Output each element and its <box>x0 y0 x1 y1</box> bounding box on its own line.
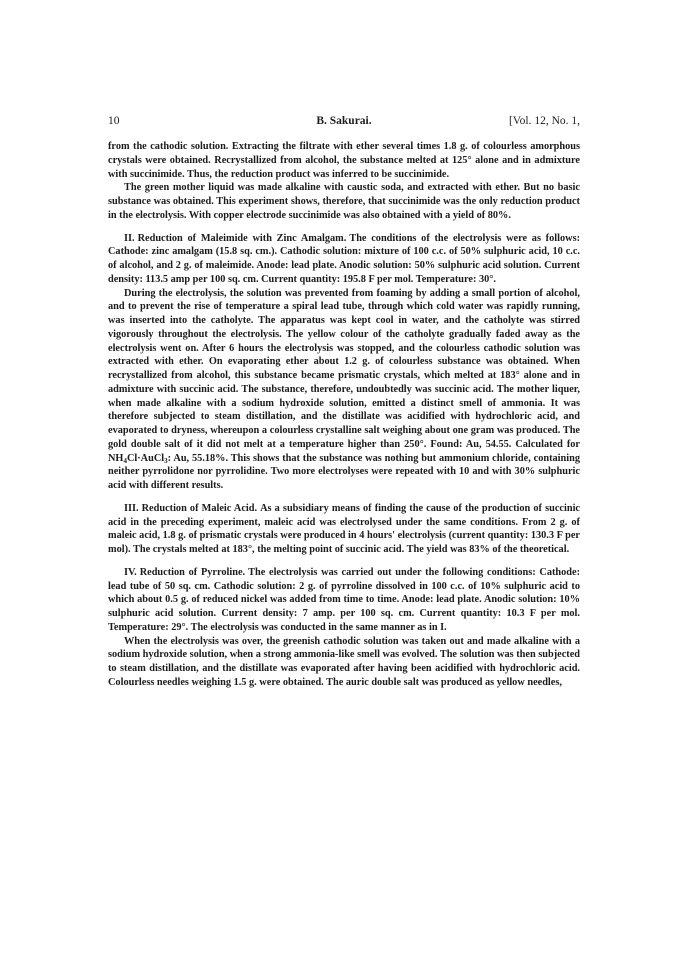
page-number: 10 <box>108 115 120 127</box>
article-body <box>108 140 580 690</box>
section-maleimide <box>108 232 580 287</box>
formula-subscript: 4 <box>123 456 127 465</box>
running-author: B. Sakurai. <box>316 115 372 127</box>
section-number: II. <box>124 232 135 244</box>
procedure-text-end: : Au, 55.18%. This shows that the substance was nothing but ammonium chloride, containing neither pyrrolidone nor pyrrolidine. Two more electrolyses were repeated with 10 and with 30% sulphuric acid with different results. <box>108 452 580 491</box>
section-maleic-acid <box>108 502 580 557</box>
section-title: Reduction of Maleic Acid. <box>141 502 258 514</box>
paragraph-pyrroline-result: When the electrolysis was over, the greenish cathodic solution was taken out and made alkaline with a sodium hydroxide solution, when a strong ammonia-like smell was evolved. The solution was then subjected to steam distillation, and the distillate was evaporated after having been acidified with hydrochloric acid. Colourless needles weighing 1.5 g. were obtained. The auric double salt was produced as yellow needles, <box>108 635 580 688</box>
section-title: Reduction of Maleimide with Zinc Amalgam. <box>137 232 347 244</box>
section-title: Reduction of Pyrroline. <box>139 566 246 578</box>
paragraph-green-mother-liquid: The green mother liquid was made alkaline with caustic soda, and extracted with ether. But no basic substance was obtained. This experiment shows, therefore, that succinimide was the only reduction product in the electrolysis. With copper electrode succinimide was also obtained with a yield of 80%. <box>108 182 580 221</box>
paragraph-electrolysis-procedure <box>108 287 580 493</box>
section-text: As a subsidiary means of finding the cause of the production of succinic acid in the preceding experiment, maleic acid was electrolysed under the same conditions. From 2 g. of maleic acid, 1.8 g. of prismatic crystals were produced in 4 hours' electrolysis (current quantity: 130.3 F per mol). The crystals melted at 183°, the melting point of succinic acid. The yield was 83% of the theoretical. <box>108 502 581 555</box>
formula-text: Cl·AuCl <box>126 452 165 464</box>
section-pyrroline <box>108 566 580 635</box>
volume-info: [Vol. 12, No. 1, <box>508 115 580 127</box>
section-number: IV. <box>124 566 137 578</box>
formula-subscript: 3 <box>164 456 168 465</box>
section-text: The electrolysis was carried out under the following conditions: Cathode: lead tube of 50 sq. cm. Cathodic solution: 2 g. of pyrroline dissolved in 100 c.c. of 10% sulphuric acid to which about 0.5 g. of reduced nickel was added from time to time. Anode: lead plate. Anodic solution: 10% sulphuric acid solution. Current density: 7 amp. per 100 sq. cm. Current quantity: 10.3 F per mol. Temperature: 29°. The electrolysis was conducted in the same manner as in I. <box>108 566 580 633</box>
section-number: III. <box>124 502 139 514</box>
procedure-text: During the electrolysis, the solution was prevented from foaming by adding a small portion of alcohol, and to prevent the rise of temperature a spiral lead tube, through which cold water was rapidly running, was inserted into the catholyte. The apparatus was kept cool in water, and the catholyte was stirred vigorously throughout the electrolysis. The yellow colour of the catholyte gradually faded away as the electrolysis went on. After 6 hours the electrolysis was stopped, and the colourless cathodic solution was extracted with ether. On evaporating ether about 1.2 g. of colourless substance was obtained. When recrystallized from alcohol, this substance became prismatic crystals, which melted at 183° alone and in admixture with succinic acid. The substance, therefore, undoubtedly was succinic acid. The mother liquer, when made alkaline with a sodium hydroxide solution, emitted a distinct smell of ammonia. It was therefore subjected to steam distillation, and the distillate was acidified with hydrochloric acid, and evaporated to dryness, whereupon a colourless crystalline salt weighing about one gram was produced. The gold double salt of it did not melt at a temperature higher than 250°. Found: Au, 54.55. Calculated for NH <box>108 287 580 464</box>
section-text: The conditions of the electrolysis were as follows: Cathode: zinc amalgam (15.8 sq. cm.). Cathodic solution: mixture of 100 c.c. of 50% sulphuric acid, 10 c.c. of alcohol, and 2 g. of maleimide. Anode: lead plate. Anodic solution: 50% sulphuric acid solution. Current density: 113.5 amp per 100 sq. cm. Current quantity: 195.8 F per mol. Temperature: 30°. <box>108 232 581 285</box>
paragraph-continuation: from the cathodic solution. Extracting the filtrate with ether several times 1.8 g. of colourless amorphous crystals were obtained. Recrystallized from alcohol, the substance melted at 125° alone and in admixture with succinimide. Thus, the reduction product was inferred to be succinimide. <box>108 141 580 180</box>
